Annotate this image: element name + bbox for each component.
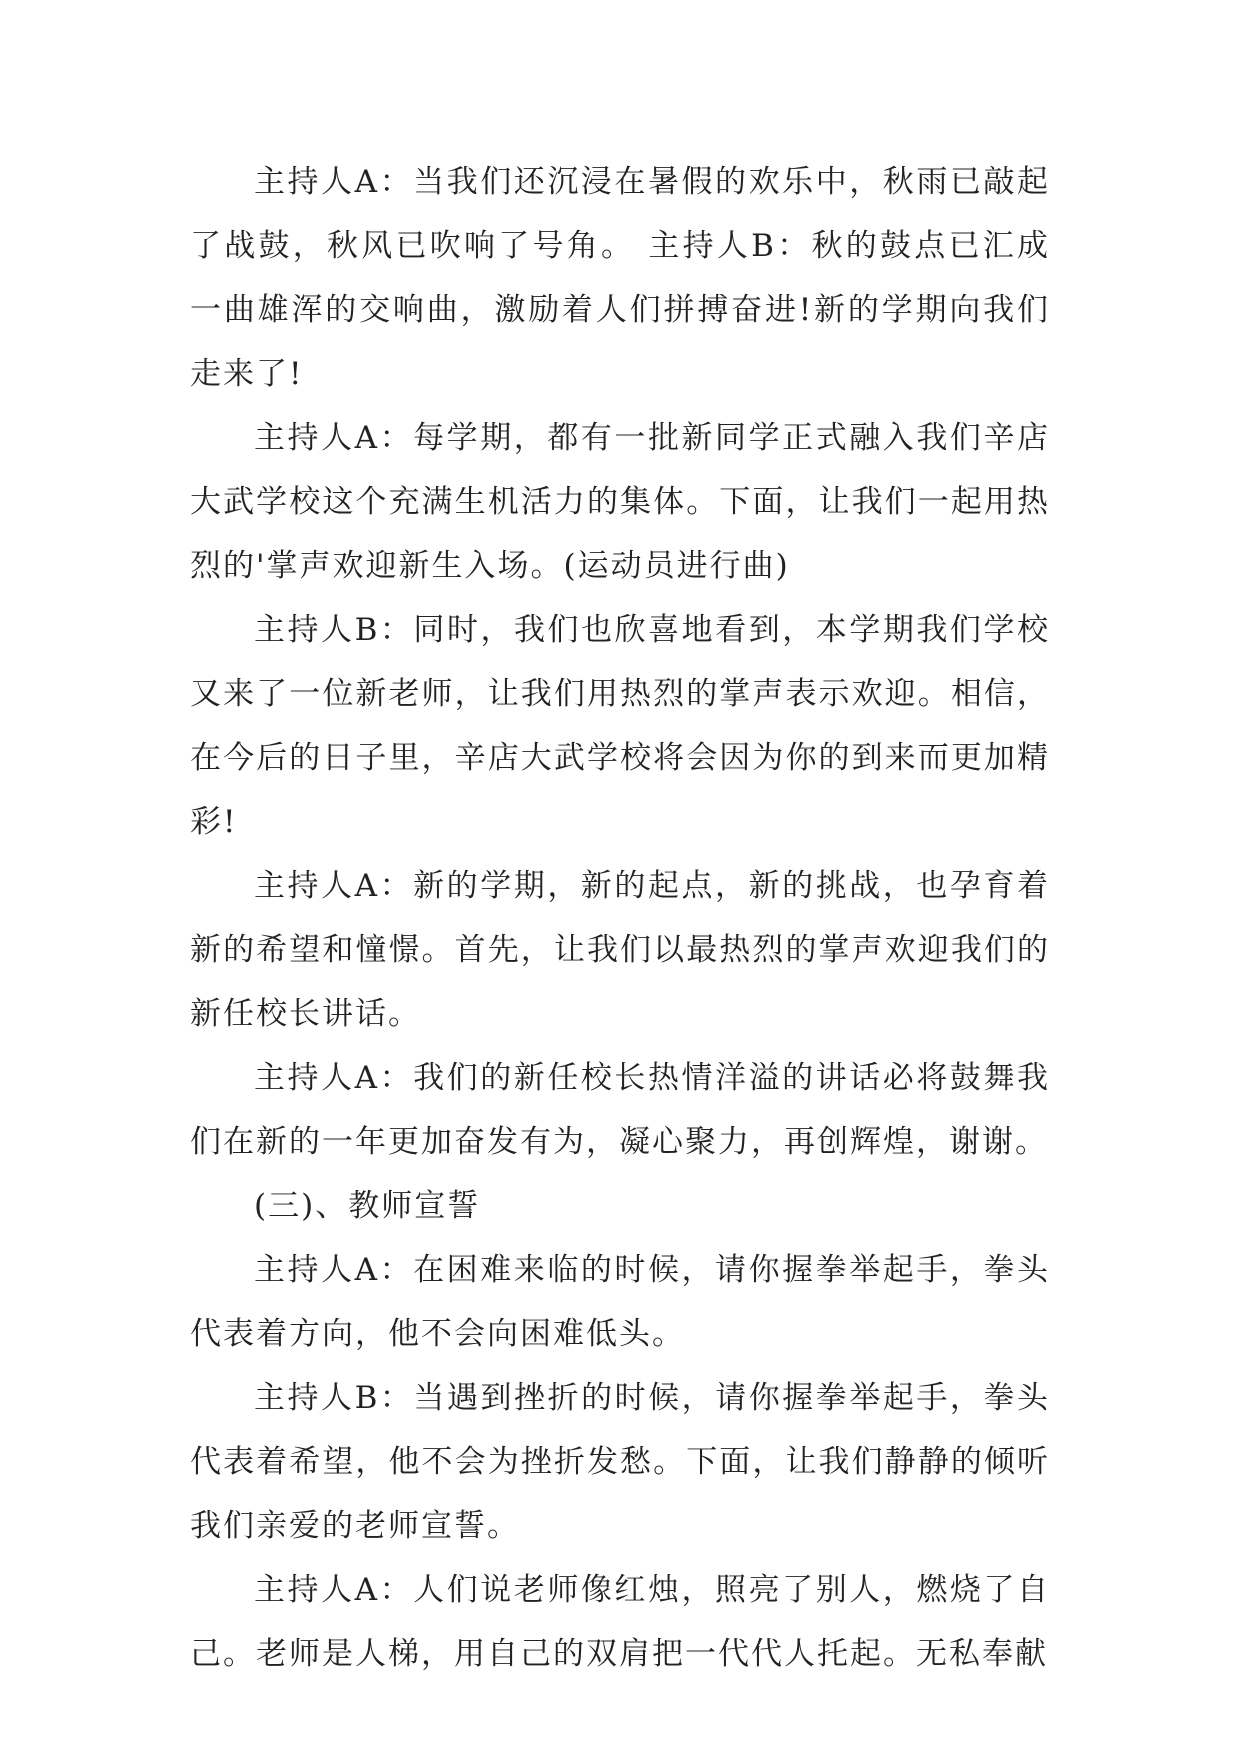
paragraph: 主持人A：我们的新任校长热情洋溢的讲话必将鼓舞我们在新的一年更加奋发有为，凝心聚力，再创辉煌，谢谢。 [190,1060,1050,1160]
paragraph: 主持人A：当我们还沉浸在暑假的欢乐中，秋雨已敲起了战鼓，秋风已吹响了号角。 主持人B：秋的鼓点已汇成一曲雄浑的交响曲，激励着人们拼搏奋进!新的学期向我们走来了! [190,164,1050,392]
section-heading: (三)、教师宣誓 [254,1188,481,1224]
paragraph: 主持人B：当遇到挫折的时候，请你握拳举起手，拳头代表着希望，他不会为挫折发愁。下面，让我们静静的倾听我们亲爱的老师宣誓。 [190,1380,1050,1544]
paragraph: 主持人A：人们说老师像红烛，照亮了别人，燃烧了自己。老师是人梯，用自己的双肩把一代代人托起。无私奉献 [190,1572,1050,1672]
document-body [190,150,1050,1686]
paragraph: 主持人A：在困难来临的时候，请你握拳举起手，拳头代表着方向，他不会向困难低头。 [190,1252,1050,1352]
paragraph: 主持人A：新的学期，新的起点，新的挑战，也孕育着新的希望和憧憬。首先，让我们以最热烈的掌声欢迎我们的新任校长讲话。 [190,868,1050,1032]
paragraph: 主持人A：每学期，都有一批新同学正式融入我们辛店大武学校这个充满生机活力的集体。下面，让我们一起用热烈的'掌声欢迎新生入场。(运动员进行曲) [190,420,1050,584]
paragraph: 主持人B：同时，我们也欣喜地看到，本学期我们学校又来了一位新老师，让我们用热烈的掌声表示欢迎。相信，在今后的日子里，辛店大武学校将会因为你的到来而更加精彩! [190,612,1050,840]
